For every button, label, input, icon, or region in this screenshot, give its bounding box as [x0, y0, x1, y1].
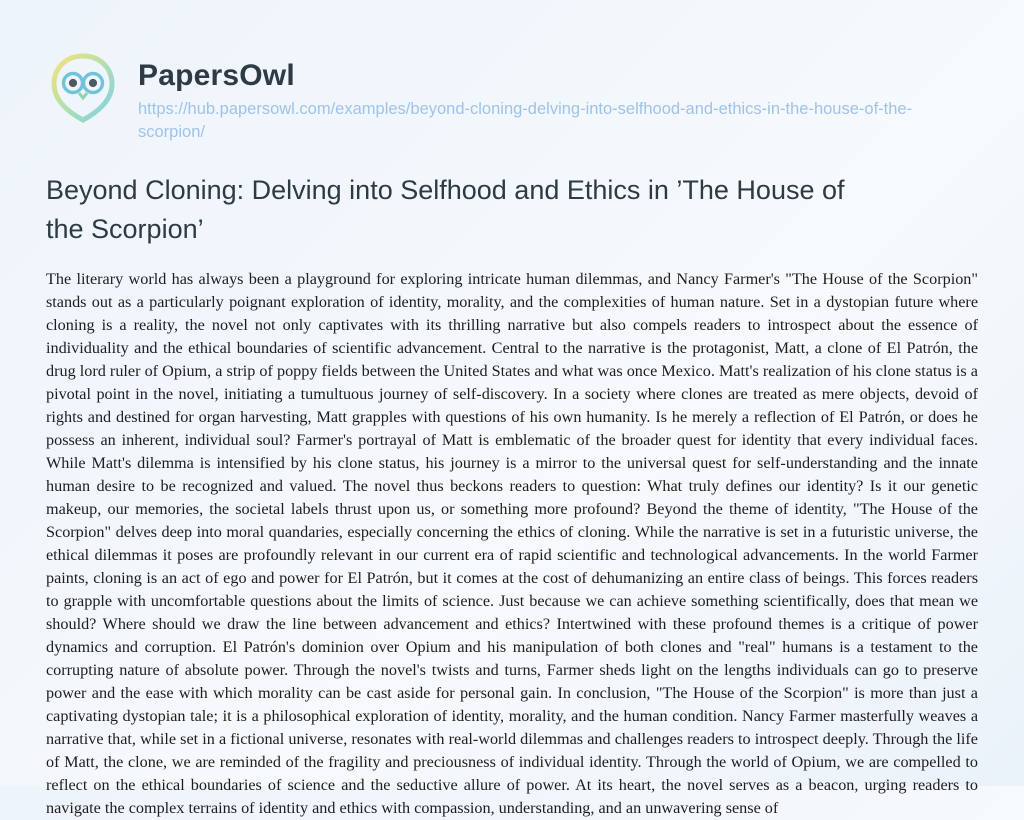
document-body-text: The literary world has always been a playground for exploring intricate human dilemmas, and Nancy Farmer's "The House of the Scorpion" stands out as a particularly poignant exploration of identity, morality, and the complexities of human nature. Set in a dystopian future where cloning is a reality, the novel not only captivates with its thrilling narrative but also compels readers to introspect about the essence of individuality and the ethical boundaries of scientific advancement. Central to the narrative is the protagonist, Matt, a clone of El Patrón, the drug lord ruler of Opium, a strip of poppy fields between the United States and what was once Mexico. Matt's realization of his clone status is a pivotal point in the novel, initiating a tumultuous journey of self-discovery. In a society where clones are treated as mere objects, devoid of rights and destined for organ harvesting, Matt grapples with questions of his own humanity. Is he merely a reflection of El Patrón, or does he possess an inherent, individual soul? Farmer's portrayal of Matt is emblematic of the broader quest for identity that every individual faces. While Matt's dilemma is intensified by his clone status, his journey is a mirror to the universal quest for self-understanding and the innate human desire to be recognized and valued. The novel thus beckons readers to question: What truly defines our identity? Is it our genetic makeup, our memories, the societal labels thrust upon us, or something more profound? Beyond the theme of identity, "The House of the Scorpion" delves deep into moral quandaries, especially concerning the ethics of cloning. While the narrative is set in a futuristic universe, the ethical dilemmas it poses are profoundly relevant in our current era of rapid scientific and technological advancements. In the world Farmer paints, cloning is an act of ego and power for El Patrón, but it comes at the cost of dehumanizing an entire class of beings. This forces readers to grapple with uncomfortable questions about the limits of science. Just because we can achieve something scientifically, does that mean we should? Where should we draw the line between advancement and ethics? Intertwined with these profound themes is a critique of power dynamics and corruption. El Patrón's dominion over Opium and his manipulation of both clones and "real" humans is a testament to the corrupting nature of absolute power. Through the novel's twists and turns, Farmer sheds light on the lengths individuals can go to preserve power and the ease with which morality can be cast aside for personal gain. In conclusion, "The House of the Scorpion" is more than just a captivating dystopian tale; it is a philosophical exploration of identity, morality, and the human condition. Nancy Farmer masterfully weaves a narrative that, while set in a fictional universe, resonates with real-world dilemmas and challenges readers to introspect deeply. Through the life of Matt, the clone, we are reminded of the fragility and preciousness of individual identity. Through the world of Opium, we are compelled to reflect on the ethical boundaries of science and the seductive allure of power. At its heart, the novel serves as a beacon, urging readers to navigate the complex terrains of identity and ethics with compassion, understanding, and an unwavering sense of [46, 270, 978, 817]
source-url[interactable]: https://hub.papersowl.com/examples/beyond-cloning-delving-into-selfhood-and-ethics-in-the-house-of-the-scorpion/ [138, 99, 913, 142]
owl-logo-icon [46, 50, 120, 124]
page-title: Beyond Cloning: Delving into Selfhood and Ethics in ’The House of the Scorpion’ [46, 175, 845, 244]
brand-block [138, 46, 968, 145]
brand-name: PapersOwl [138, 59, 295, 92]
site-header [46, 46, 978, 145]
